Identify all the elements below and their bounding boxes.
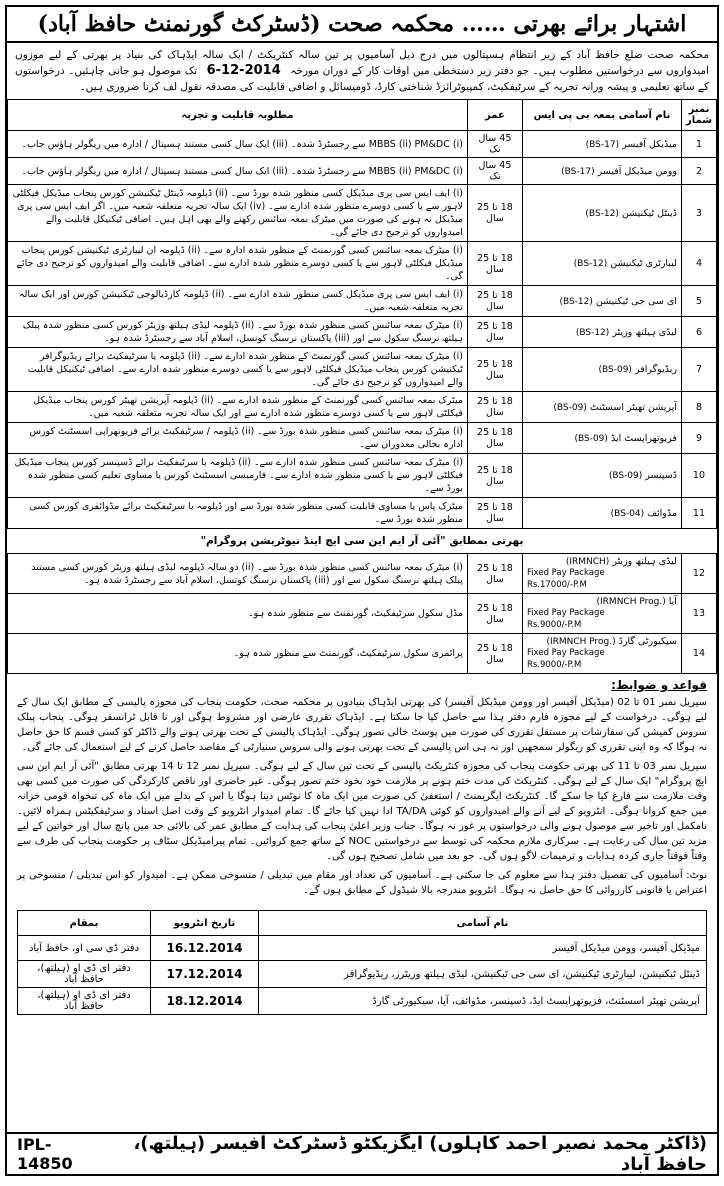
post-name: مڈوائف (647, 507, 677, 519)
row-serial: 6 (681, 317, 716, 348)
row-serial: 3 (681, 185, 716, 242)
row-serial: 4 (681, 242, 716, 286)
row-serial: 13 (681, 594, 716, 634)
row-qualification: میٹرک بمعہ سائنس کسی گورنمنٹ کے منظور شدہ ادارے سے۔ (ii) ڈپلومہ آپریشن تھیٹر کورس پنجاب میڈیکل فیکلٹی لاہور سے یا کسی دوسرے منظور شدہ ادارے سے اور ایک سالہ تجربہ متعلقہ شعبہ میں۔ (8, 392, 468, 423)
deadline-date: 6-12-2014 (206, 63, 281, 78)
row-age: 18 تا 25 سال (467, 286, 522, 317)
schedule-post: میڈیکل آفیسر، وومن میڈیکل آفیسر (258, 936, 706, 961)
table-row (8, 131, 717, 158)
row-post (522, 454, 681, 498)
row-qualification: (i) میٹرک بمعہ سائنس کسی منظور شدہ بورڈ سے۔ (ii) ڈپلومہ / سرٹیفکیٹ برائے فزیوتھراپی اسسٹنٹ کورس ادارہ بحالی معذوراں سے۔ (8, 423, 468, 454)
post-name: ای سی جی ٹیکنیشن (595, 295, 677, 307)
table-row (8, 158, 717, 185)
row-post (522, 286, 681, 317)
row-age: 18 تا 25 سال (467, 594, 522, 634)
row-qualification: (i) میٹرک بمعہ سائنس کسی گورنمنٹ کے منظور شدہ ادارے سے۔ (ii) ڈپلومہ یا سرٹیفکیٹ برائے ریڈیوگرافر ٹیکنیشن کورس پنجاب میڈیکل فیکلٹی لاہور سے یا کسی دوسرے منظور شدہ ادارے سے۔ اضافی ٹیکنیکل قابلیت والے امیدواروں کو ترجیح دی جائے گی۔ (8, 348, 468, 392)
program-heading-row (8, 529, 717, 554)
officer-signature-line: (ڈاکٹر محمد نصیر احمد کاہلوں) ایگزیکٹو ڈسٹرکٹ آفیسر (ہیلتھ)، حافظ آباد (133, 1133, 707, 1175)
post-bps: (BS-17) (561, 166, 595, 177)
table-row (8, 423, 717, 454)
row-qualification: (i) میٹرک بمعہ سائنس کسی گورنمنٹ کے منظور شدہ ادارہ سے۔ (ii) ڈپلومہ ان لیبارٹری ٹیکنیشن کورس پنجاب میڈیکل فیکلٹی لاہور سے یا کسی دوسرے منظور شدہ ادارے سے۔ اضافی قابلیت والے امیدواروں کو ترجیح دی جائے گی۔ (8, 242, 468, 286)
post-bps: (BS-12) (559, 296, 593, 307)
post-bps: (IRMNCH Prog.) (546, 637, 616, 647)
advertisement-page (5, 5, 719, 1176)
post-bps: (BS-12) (575, 327, 610, 338)
row-qualification: میٹرک پاس یا مساوی قابلیت کسی منظور شدہ بورڈ سے اور ڈپلومہ یا سرٹیفکیٹ برائے مڈوائفری کورس کسی منظور شدہ بورڈ سے۔ (8, 498, 468, 529)
page-title: اشتہار برائے بھرتی …… محکمہ صحت (ڈسٹرکٹ گورنمنٹ حافظ آباد) (7, 7, 717, 43)
table-row (8, 454, 717, 498)
row-qualification: (i) ایف ایس سی پری میڈیکل کسی منظور شدہ ادارے سے۔ (ii) ڈپلومہ کارڈیالوجی ٹیکنیشن کورس اور ایک سالہ تجربہ متعلقہ شعبہ میں۔ (8, 286, 468, 317)
row-qualification: (i) میٹرک بمعہ سائنس کسی منظور شدہ بورڈ سے۔ (ii) دو سالہ ڈپلومہ لیڈی ہیلتھ وزیٹر کورس کسی مستند پبلک ہیلتھ نرسنگ سکول سے اور (iii) پاکستان نرسنگ کونسل، اسلام آباد سے رجسٹرڈ شدہ ہو۔ (8, 554, 468, 594)
table-row (8, 317, 717, 348)
header-age: عمر (467, 100, 522, 131)
post-name-line (527, 556, 677, 567)
post-bps: (IRMNCH Prog.) (596, 597, 666, 607)
pay-amount: Rs.9000/-P.M (526, 660, 582, 670)
posts-header-row (8, 100, 717, 131)
row-age: 18 تا 25 سال (467, 454, 522, 498)
post-bps: (BS-09) (608, 471, 643, 481)
row-post (522, 158, 681, 185)
row-post (522, 423, 681, 454)
post-bps: (BS-04) (610, 508, 645, 519)
row-qualification: مڈل سکول سرٹیفکیٹ، گورنمنٹ سے منظور شدہ ہو۔ (8, 594, 468, 634)
post-bps: (BS-12) (585, 208, 619, 219)
post-name: ڈسپنسر (645, 470, 677, 481)
row-qualification: (i) میٹرک بمعہ سائنس کسی منظور شدہ بورڈ سے۔ (ii) ڈپلومہ لیڈی ہیلتھ وزیٹر کورس کسی منظور شدہ پبلک ہیلتھ نرسنگ سکول سے اور (iii) پاکستان نرسنگ کونسل، اسلام آباد سے رجسٹرڈ شدہ ہو۔ (8, 317, 468, 348)
schedule-post: ڈینٹل ٹیکنیشن، لیبارٹری ٹیکنیشن، ای سی جی ٹیکنیشن، لیڈی ہیلتھ وزیٹرز، ریڈیوگرافر (258, 961, 706, 988)
post-name: آیا (668, 596, 677, 607)
row-age: 18 تا 25 سال (467, 317, 522, 348)
table-row (8, 392, 717, 423)
header-sr: نمبر شمار (681, 100, 716, 131)
post-bps: (BS-17) (585, 139, 620, 150)
row-serial: 12 (681, 554, 716, 594)
post-name-line (527, 596, 677, 607)
header-qualification: مطلوبہ قابلیت و تجربہ (8, 100, 468, 131)
row-qualification: (i) MBBS (ii) PM&DC سے رجسٹرڈ شدہ۔ (iii) ایک سال کسی مستند ہسپتال / ادارہ میں ریگولر ہاؤس جاب۔ (8, 131, 468, 158)
row-age: 18 تا 25 سال (467, 185, 522, 242)
ipl-number: IPL-14850 (17, 1135, 73, 1173)
schedule-row (18, 961, 707, 988)
program-body (8, 554, 717, 674)
intro-text-before: محکمہ صحت ضلع حافظ آباد کے زیر انتظام ہسپتالوں میں درج ذیل آسامیوں پر تین سالہ کنٹریکٹ / ایک سالہ ایڈہاک کی بنیاد پر بھرتی کے لیے موزوں امیدواروں سے درخواستیں مطلوب ہیں۔ جو دفتر زیر دستخطی میں اوقات کار کے دوران مورخہ (15, 49, 709, 77)
schedule-place: دفتر ای ڈی او (ہیلتھ)، حافظ آباد (18, 961, 151, 988)
intro-paragraph (7, 43, 717, 95)
row-age: 45 سال تک (467, 131, 522, 158)
row-serial: 9 (681, 423, 716, 454)
program-heading: بھرتی بمطابق "آئی آر ایم این سی ایچ اینڈ نیوٹریشن پروگرام" (8, 529, 717, 554)
row-age: 18 تا 25 سال (467, 554, 522, 594)
row-qualification: (i) ایف ایس سی پری میڈیکل کسی منظور شدہ بورڈ سے۔ (ii) ڈپلومہ ڈینٹل ٹیکنیشن کورس پنجاب میڈیکل فیکلٹی لاہور سے یا کسی دوسرے منظور شدہ ادارے سے۔ (iv) ایک سالہ تجربہ متعلقہ شعبہ میں۔ اگر ایف ایس سی پری میڈیکل نہ ہونے کی صورت میں میٹرک بمعہ سائنس رکھنے والے بھی اہل ہیں۔ اضافی ٹیکنیکل قابلیت والے امیدواروں کو ترجیح دی جائے گی۔ (8, 185, 468, 242)
pay-amount: Rs.17000/-P.M (526, 580, 587, 590)
table-row (8, 498, 717, 529)
pay-amount: Rs.9000/-P.M (526, 620, 582, 630)
row-serial: 8 (681, 392, 716, 423)
interview-schedule-table (17, 910, 707, 1015)
pay-package: Fixed Pay Package (526, 568, 605, 578)
row-post (522, 131, 681, 158)
rules-paragraph: سیریل نمبر 03 تا 11 کی بھرتی حکومت پنجاب کی مجوزہ کنٹریکٹ پالیسی کے تحت تین سال کے لیے ہوگی۔ سیریل نمبر 12 تا 14 بھرتی مطابق "آئی آر ایم این سی ایچ پروگرام" ایک سال کے لیے ہوگی۔ کنٹریکٹ کی مدت ختم ہونے پر ملازمت خود بخود ختم تصور ہوگی۔ غیر حاضری اور ناقص کارکردگی کی صورت میں کسی بھی وقت ملازمت سے فارغ کیا جا سکے گا۔ کنٹریکٹ ایگریمنٹ / استعفیٰ کی صورت میں ایک ماہ کا نوٹس دینا ہوگا یا اس کے بدلے میں ایک ماہ کی تنخواہ قومی خزانہ میں جمع کروانا ہوگی۔ انٹرویو کے لیے آنے والے امیدواروں کو کوئی TA/DA ادا نہیں کیا جائے گا۔ تمام امیدوار انٹرویو کے وقت اصل اسناد و سرٹیفکیٹس ہمراہ لائیں۔ نامکمل اور تاخیر سے موصول ہونے والی درخواستوں پر غور نہ ہوگا۔ جناب وزیر اعلیٰ پنجاب کی ہدایت کے مطابق عمر کی بالائی حد میں پانچ سال اور خواتین کے لیے مزید تین سال کی رعایت ہے۔ سرکاری ملازم محکمہ کی توسط سے درخواستیں NOC کے ساتھ جمع کروائیں۔ تمام پیرامیڈیکل سٹاف پر حکومت پنجاب کی طرف سے وقتاً فوقتاً جاری کردہ ہدایات و ترمیمات لاگو ہوں گی۔ جو بعد میں شامل تصحیح ہوں گی۔ (17, 761, 708, 862)
post-bps: (BS-09) (598, 365, 632, 375)
row-serial: 7 (681, 348, 716, 392)
rules-heading: قواعد و ضوابط: (611, 678, 707, 692)
schedule-header-row (18, 911, 707, 936)
row-post (522, 317, 681, 348)
row-serial: 11 (681, 498, 716, 529)
pay-package: Fixed Pay Package (526, 608, 605, 618)
row-serial: 5 (681, 286, 716, 317)
row-post (522, 392, 681, 423)
header-post: نام آسامی بمعہ بی پی ایس (522, 100, 681, 131)
post-name-line (527, 636, 677, 647)
post-bps: (BS-12) (573, 259, 608, 269)
post-bps: (BS-09) (574, 433, 608, 444)
post-name: لیبارٹری ٹیکنیشن (610, 258, 677, 269)
row-serial: 1 (681, 131, 716, 158)
row-post (522, 242, 681, 286)
post-name: وومن میڈیکل آفیسر (597, 165, 677, 177)
schedule-date: 18.12.2014 (151, 988, 259, 1015)
post-name: لیڈی ہیلتھ وزیٹر (612, 556, 677, 567)
row-qualification: (i) میٹرک بمعہ سائنس کسی منظور شدہ ادارے سے۔ (ii) ڈپلومہ یا سرٹیفکیٹ برائے ڈسپنسر کورس پنجاب میڈیکل فیکلٹی لاہور سے یا کسی منظور شدہ ادارے سے۔ فارمیسی اسسٹنٹ کورس یا مساوی تعلیم کسی منظور شدہ بورڈ سے۔ (8, 454, 468, 498)
row-post (522, 634, 681, 674)
schedule-post: آپریشن تھیٹر اسسٹنٹ، فزیوتھراپسٹ ایڈ، ڈسپنسر، مڈوائف، آیا، سیکیورٹی گارڈ (258, 988, 706, 1015)
post-name: آپریشن تھیٹر اسسٹنٹ (589, 401, 677, 413)
row-age: 18 تا 25 سال (467, 392, 522, 423)
schedule-row (18, 936, 707, 961)
footer (7, 1132, 717, 1174)
row-age: 45 سال تک (467, 158, 522, 185)
post-name: ریڈیوگرافر (634, 364, 677, 375)
post-name: لیڈی ہیلتھ وزیٹر (612, 326, 677, 338)
table-row (8, 554, 717, 594)
table-row (8, 286, 717, 317)
row-age: 18 تا 25 سال (467, 423, 522, 454)
table-row (8, 594, 717, 634)
row-post (522, 498, 681, 529)
row-qualification: (i) MBBS (ii) PM&DC سے رجسٹرڈ شدہ۔ (iii) ایک سال کسی مستند ہسپتال / ادارہ میں ریگولر ہاؤس جاب۔ (8, 158, 468, 185)
table-row (8, 348, 717, 392)
row-post (522, 348, 681, 392)
table-row (8, 242, 717, 286)
posts-body (8, 131, 717, 529)
schedule-date: 16.12.2014 (151, 936, 259, 961)
schedule-header-place: بمقام (18, 911, 151, 936)
post-name: سیکیورٹی گارڈ (618, 636, 677, 647)
schedule-body (18, 936, 707, 1015)
rules-paragraph: سیریل نمبر 01 تا 02 (میڈیکل آفیسر اور وومن میڈیکل آفیسر) کی بھرتی ایڈہاک بنیادوں پر محکمہ صحت، حکومت پنجاب کی مجوزہ پالیسی کے مطابق ایک سال کے لیے ہوگی۔ درخواست کے لیے مجوزہ فارم دفتر ہذا سے حاصل کیا جا سکتا ہے۔ ایڈہاک تقرری عارضی اور مشروط ہوگی اور نا قابل ٹرانسفر ہوگی۔ پنجاب پبلک سروس کمیشن کی سفارشات پر مستقل تقرری کی صورت میں پوسٹ خالی تصور ہوگی۔ ایڈہاک پالیسی کے تحت بھرتی ہونے والے ڈاکٹر کو کسی قسم کا حق حاصل نہ ہوگا کہ وہ اپنی تقرری کو ریگولر سمجھیں اور نہ ہی اس پالیسی کے تحت بھرتی ہونے والی سروس سنیارٹی کے مقاصد حاصل کرنے کے لیے استعمال کی جائے گی۔ (17, 697, 707, 753)
row-age: 18 تا 25 سال (467, 348, 522, 392)
schedule-header-date: تاریخ انٹرویو (151, 911, 259, 936)
row-serial: 2 (681, 158, 716, 185)
rules-note: نوٹ: آسامیوں کی تفصیل دفتر ہذا سے معلوم کی جا سکتی ہے۔ آسامیوں کی تعداد اور مقام میں تبدیلی / منسوخی ممکن ہے۔ امیدوار کو اس تبدیلی / منسوخی پر اعتراض یا قانونی کارروائی کا حق حاصل نہ ہوگا۔ انٹرویو مندرجہ بالا شیڈول کے مطابق ہوں گے۔ (17, 870, 707, 896)
pay-package: Fixed Pay Package (526, 648, 605, 658)
table-row (8, 185, 717, 242)
row-post (522, 594, 681, 634)
row-age: 18 تا 25 سال (467, 498, 522, 529)
row-qualification: پرائمری سکول سرٹیفکیٹ، گورنمنٹ سے منظور شدہ ہو۔ (8, 634, 468, 674)
schedule-place: دفتر ای ڈی او (ہیلتھ)، حافظ آباد (18, 988, 151, 1015)
posts-table (7, 99, 717, 674)
row-age: 18 تا 25 سال (467, 634, 522, 674)
row-post (522, 554, 681, 594)
schedule-row (18, 988, 707, 1015)
intro-text-after: تک موصول ہو جانی چاہئیں۔ درخواستوں کے ساتھ تعلیمی و پیشہ ورانہ تجربہ کے سرٹیفکیٹ، کمپیوٹرائزڈ شناختی کارڈ، ڈومیسائل و اضافی قابلیت کی مصدقہ نقول لف کرنا ضروری ہیں۔ (15, 65, 709, 93)
post-bps: (BS-09) (553, 402, 587, 413)
row-age: 18 تا 25 سال (467, 242, 522, 286)
schedule-place: دفتر ڈی سی او، حافظ آباد (18, 936, 151, 961)
post-name: میڈیکل آفیسر (622, 138, 677, 150)
schedule-date: 17.12.2014 (151, 961, 259, 988)
schedule-header-post: نام آسامی (258, 911, 706, 936)
row-post (522, 185, 681, 242)
post-name: ڈینٹل ٹیکنیشن (621, 207, 677, 219)
rules-section (7, 674, 717, 906)
table-row (8, 634, 717, 674)
row-serial: 10 (681, 454, 716, 498)
post-name: فزیوتھراپسٹ ایڈ (610, 432, 677, 444)
row-serial: 14 (681, 634, 716, 674)
post-bps: (IRMNCH) (565, 557, 610, 567)
